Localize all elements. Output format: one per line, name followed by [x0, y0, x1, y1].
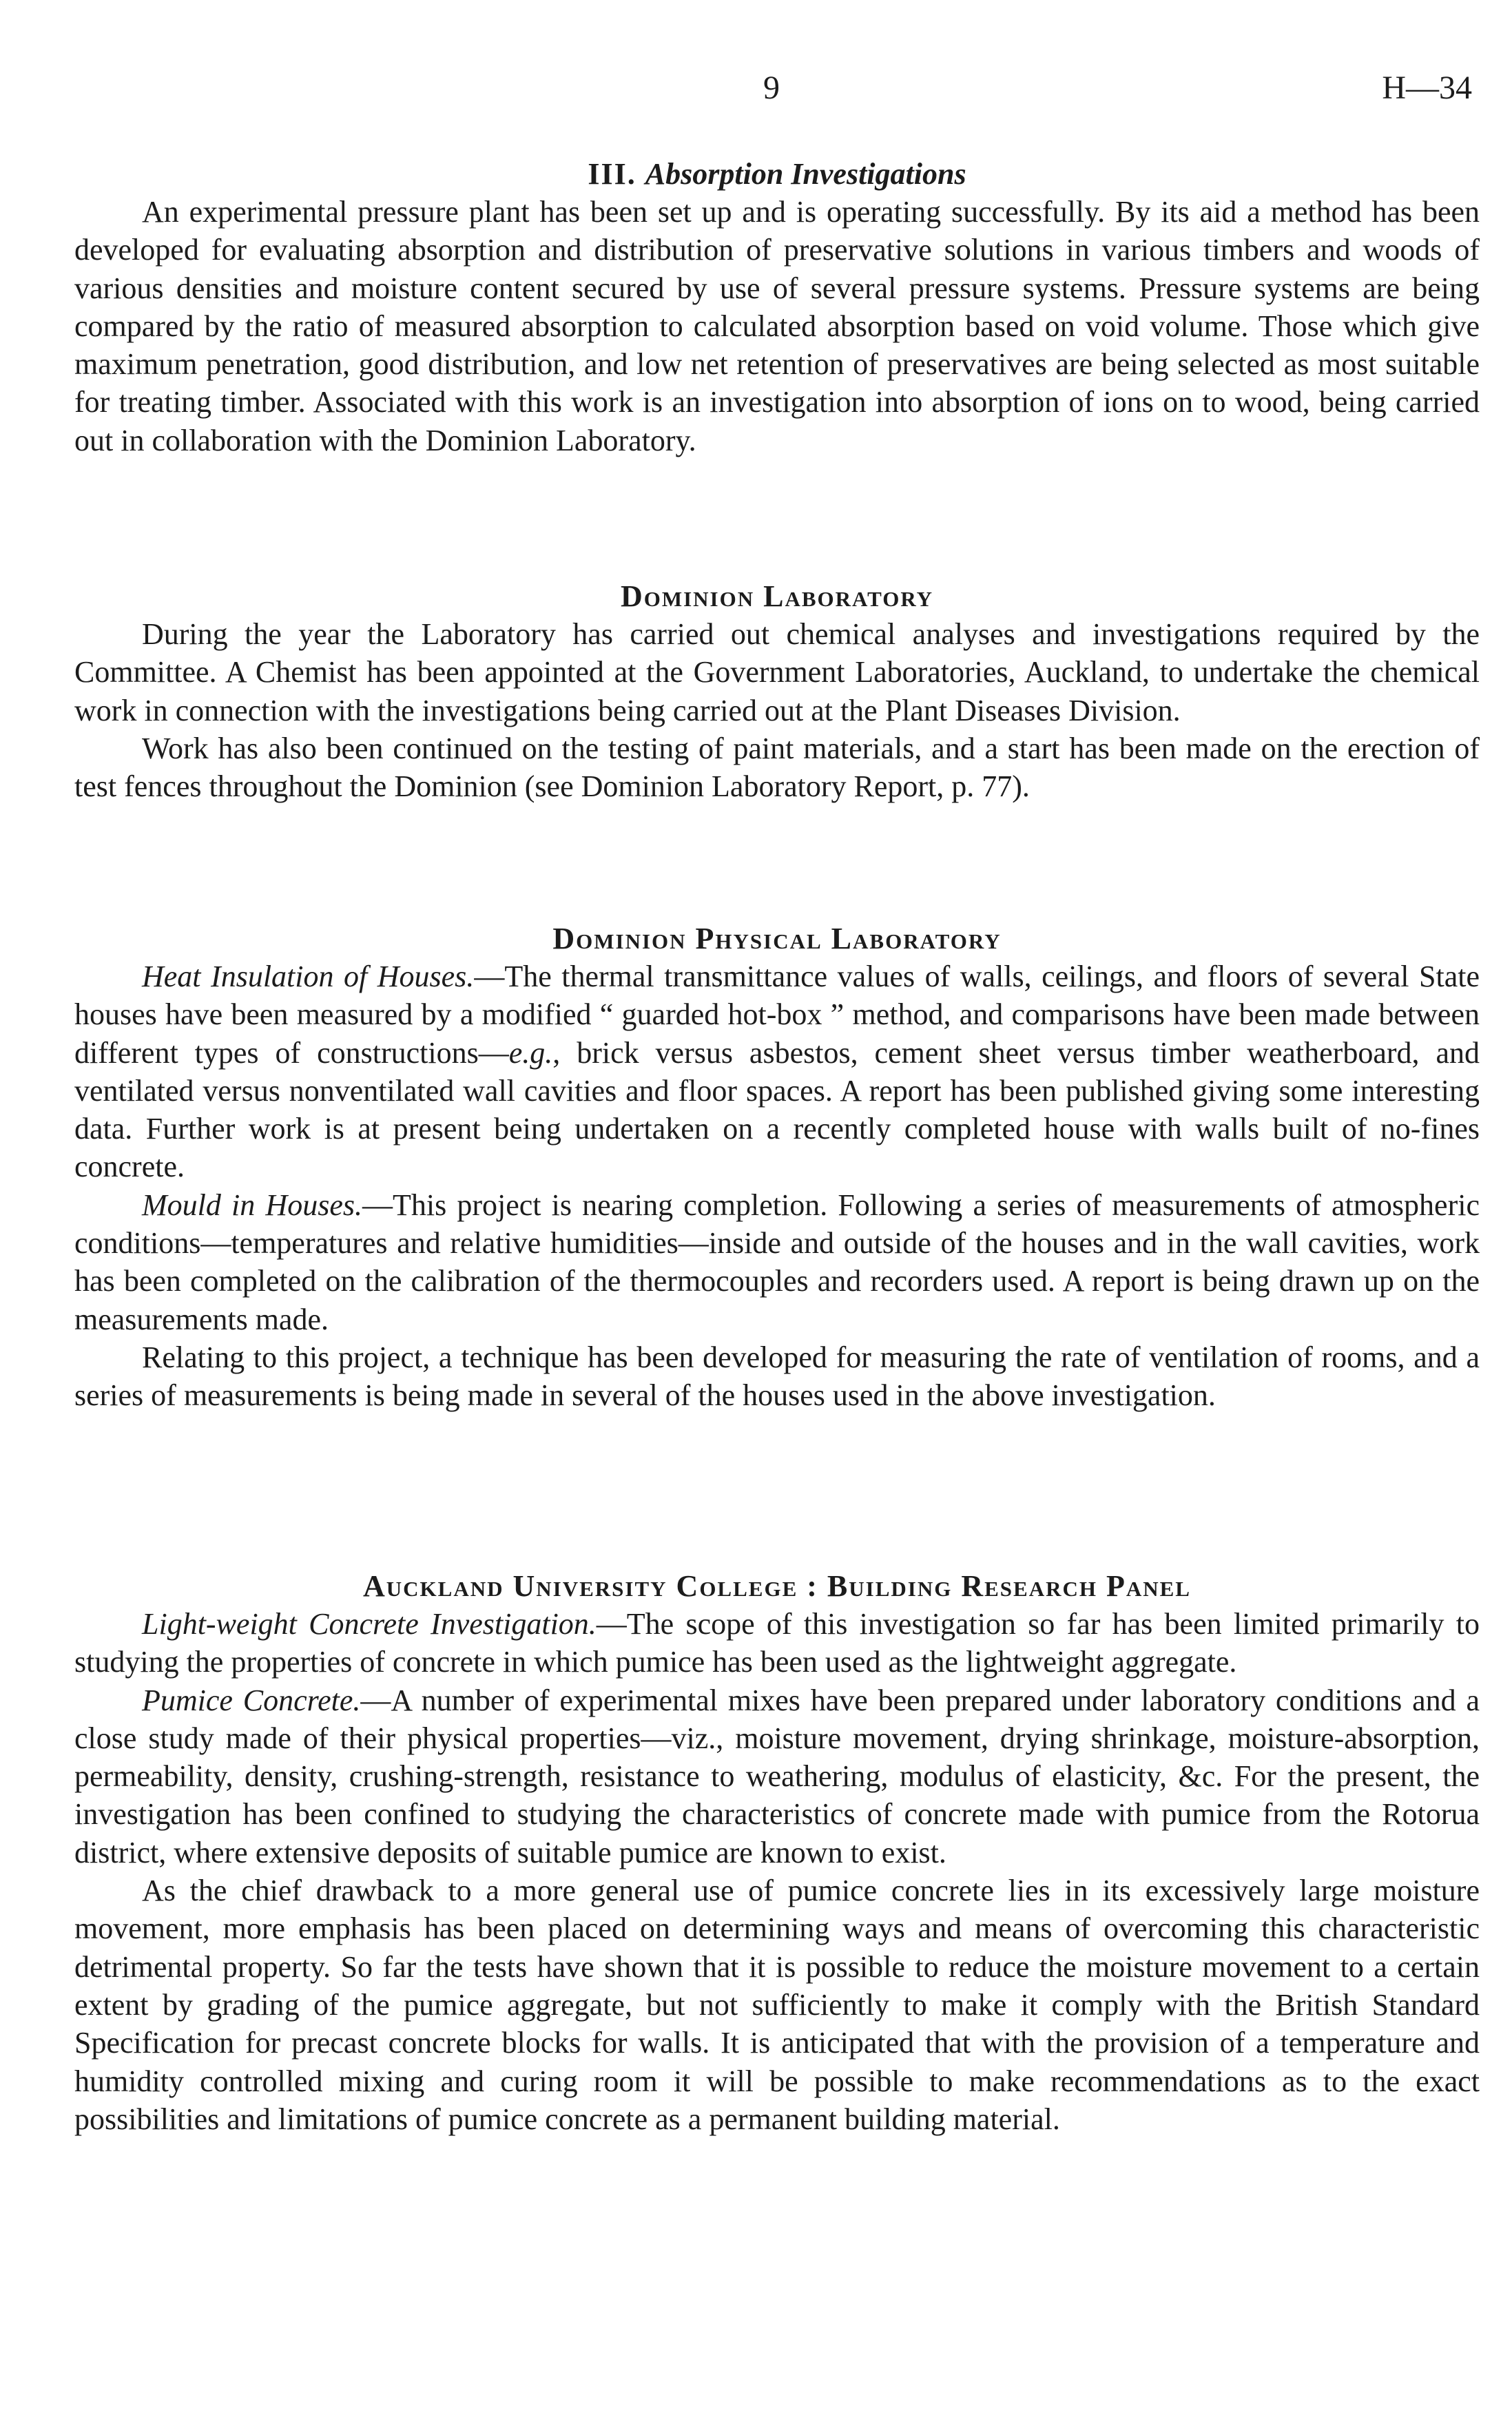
run-in-heading: Light-weight Concrete Investigation. — [142, 1607, 597, 1641]
document-code: H—34 — [1382, 70, 1472, 106]
section-heading: Dominion Laboratory — [620, 579, 934, 613]
run-in-heading: Pumice Concrete. — [142, 1683, 361, 1717]
page-number: 9 — [763, 70, 780, 106]
section-dominion-laboratory — [74, 577, 1480, 805]
paragraph: Relating to this project, a technique has been developed for measuring the rate of ventilation of rooms, and a series of measurements is being made in several of the houses used in the above investigation. — [74, 1340, 1480, 1413]
run-in-heading: Mould in Houses. — [142, 1188, 362, 1222]
run-in-heading: Heat Insulation of Houses. — [142, 960, 475, 993]
paragraph-text: —This project is nearing completion. Following a series of measurements of atmospheric conditions—temperatures and relative humidities—inside and outside of the houses and in the wall cavities, work has been completed on the calibration of the thermocouples and recorders used. A report is being drawn up on the measurements made. — [74, 1188, 1480, 1336]
section-physical-laboratory — [74, 920, 1480, 1415]
paragraph: During the year the Laboratory has carried out chemical analyses and investigations required by the Committee. A Chemist has been appointed at the Government Laboratories, Auckland, to undertake the chemical work in connection with the investigations being carried out at the Plant Diseases Division. — [74, 617, 1480, 727]
section-heading: Dominion Physical Laboratory — [552, 922, 1002, 955]
paragraph-text: —The scope of this investigation so far has been limited primarily to studying the properties of concrete in which pumice has been used as the lightweight aggregate. — [74, 1607, 1480, 1679]
paragraph: An experimental pressure plant has been set up and is operating successfully. By its aid a method has been developed for evaluating absorption and distribution of preservative solutions in various timbers and woods of various densities and moisture content secured by use of several pressure systems. Pressure systems are being compared by the ratio of measured absorption to calculated absorption based on void volume. Those which give maximum penetration, good distribution, and low net retention of preservatives are being selected as most suitable for treating timber. Associated with this work is an investigation into absorption of ions on to wood, being carried out in collaboration with the Dominion Laboratory. — [74, 195, 1480, 457]
paragraph — [74, 1605, 1480, 1681]
paragraph — [74, 1681, 1480, 1872]
section-absorption — [74, 155, 1480, 459]
section-heading: Auckland University College : Building Research Panel — [363, 1569, 1191, 1603]
paragraph: Work has also been continued on the testing of paint materials, and a start has been made on the erection of test fences throughout the Dominion (see Dominion Laboratory Report, p. 77). — [74, 731, 1480, 804]
paragraph-text: —A number of experimental mixes have been prepared under laboratory conditions and a close study made of their physical properties—viz., moisture movement, drying shrinkage, moisture-absorption, permeability, density, crushing-strength, resistance to weathering, modulus of elasticity, &c. For the present, the investigation has been confined to studying the characteristics of concrete made with pumice from the Rotorua district, where extensive deposits of suitable pumice are known to exist. — [74, 1683, 1480, 1869]
section-heading — [74, 155, 1480, 193]
paragraph — [74, 1186, 1480, 1338]
heading-title: Absorption Investigations — [645, 157, 966, 191]
heading-number: III. — [588, 157, 636, 191]
paragraph-text: , brick versus asbestos, cement sheet versus timber weatherboard, and ventilated versus nonventilated wall cavities and floor spaces. A report has been published giving some interesting data. Further work is at present being undertaken on a recently completed house with walls built of no-fines concrete. — [74, 1035, 1480, 1184]
abbreviation: e.g. — [508, 1035, 553, 1070]
section-auckland-university — [74, 1567, 1480, 2138]
paragraph-text: —The thermal transmittance values of walls, ceilings, and floors of several State houses have been measured by a modified “ guarded hot-box ” method, and comparisons have been made between different types of constructions— — [74, 960, 1480, 1070]
paragraph — [74, 957, 1480, 1186]
paragraph: As the chief drawback to a more general use of pumice concrete lies in its excessively large moisture movement, more emphasis has been placed on determining ways and means of overcoming this characteristic detrimental property. So far the tests have shown that it is possible to reduce the moisture movement to a certain extent by grading of the pumice aggregate, but not sufficiently to make it comply with the British Standard Specification for precast concrete blocks for walls. It is anticipated that with the provision of a temperature and humidity controlled mixing and curing room it will be possible to make recommendations as to the exact possibilities and limitations of pumice concrete as a permanent building material. — [74, 1874, 1480, 2136]
